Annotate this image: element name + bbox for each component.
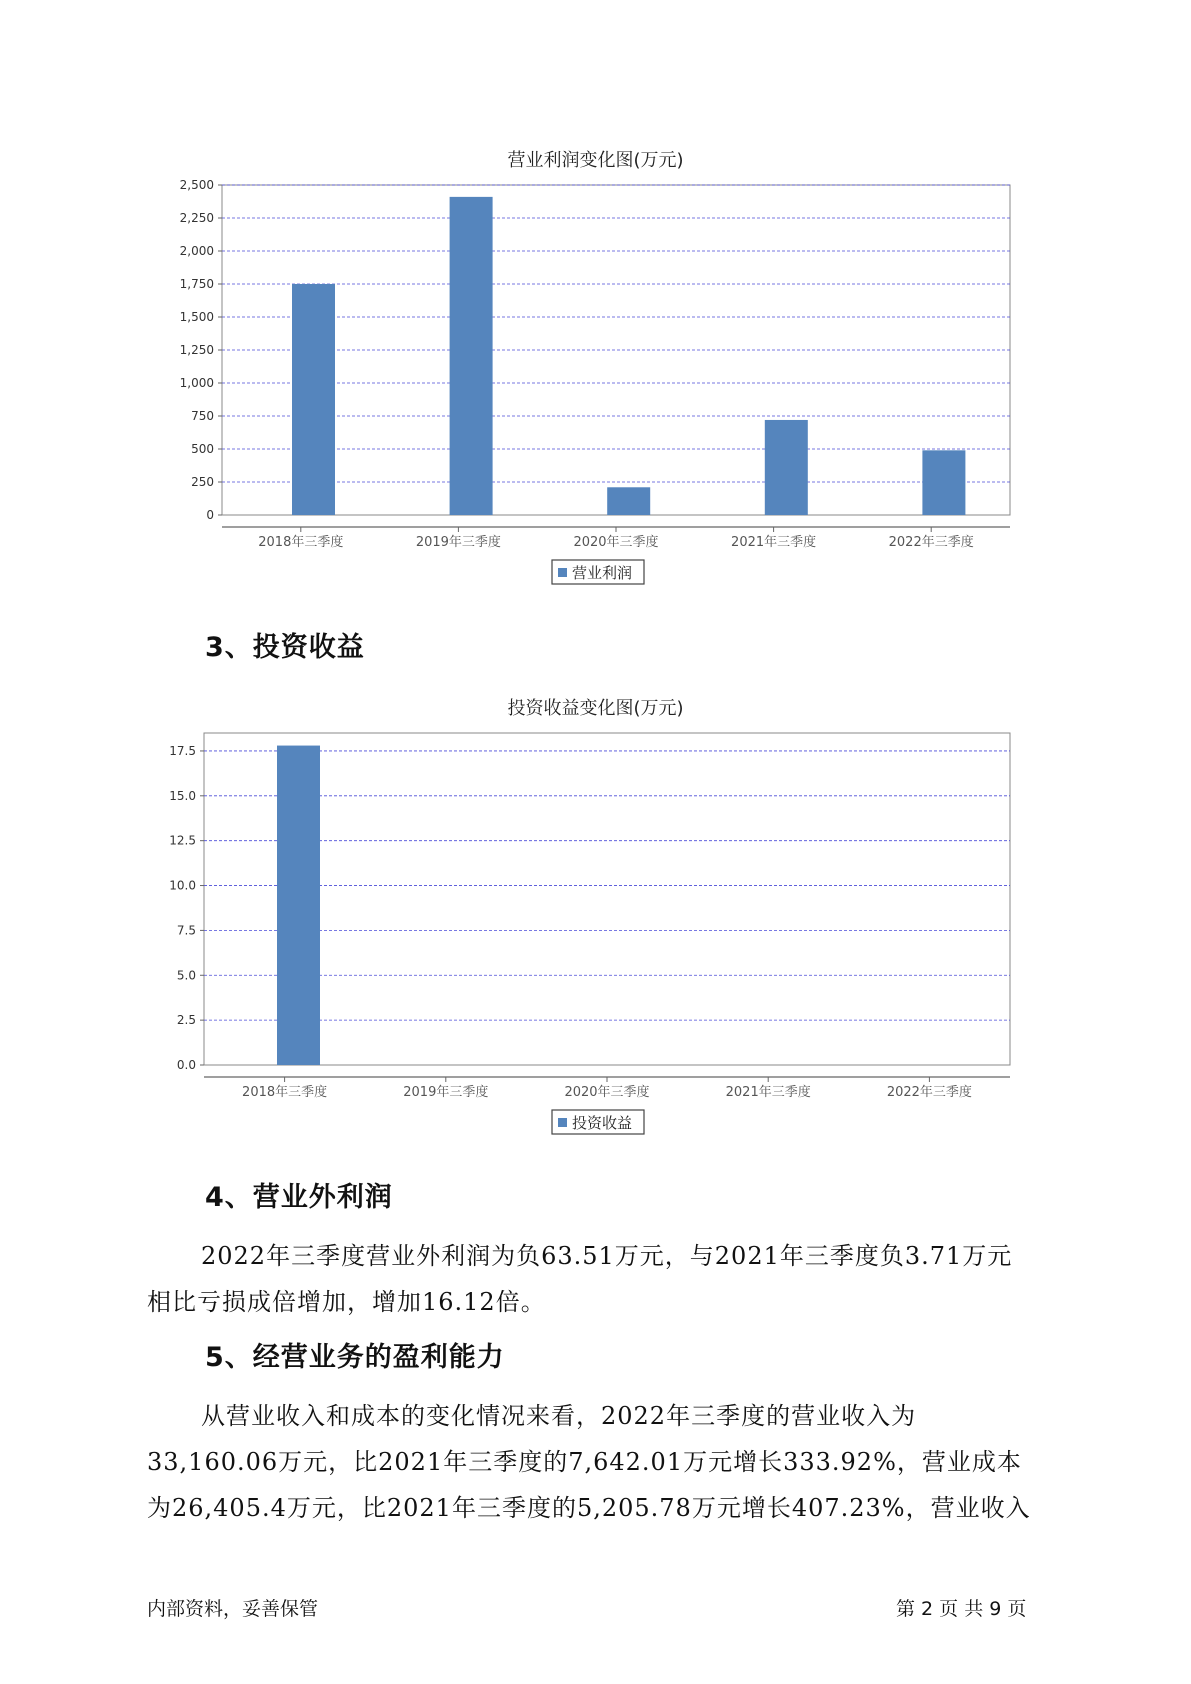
- x-tick-label: 2021年三季度: [731, 535, 817, 550]
- paragraph-line: 从营业收入和成本的变化情况来看，2022年三季度的营业收入为: [201, 1402, 917, 1430]
- x-tick-label: 2021年三季度: [725, 1085, 811, 1100]
- y-tick-label: 1,000: [179, 376, 214, 390]
- bar: [292, 284, 335, 515]
- plot-area: [222, 185, 1010, 515]
- x-tick-label: 2019年三季度: [415, 535, 501, 550]
- bar: [607, 487, 650, 515]
- y-tick-label: 500: [191, 442, 214, 456]
- y-tick-label: 12.5: [169, 833, 196, 848]
- bar: [922, 450, 965, 515]
- section-heading-profitability: 5、经营业务的盈利能力: [205, 1342, 505, 1373]
- y-tick-label: 0.0: [176, 1058, 196, 1072]
- y-tick-label: 2,250: [179, 211, 214, 225]
- y-tick-label: 15.0: [169, 788, 196, 803]
- legend-label: 营业利润: [572, 564, 633, 582]
- bar: [765, 420, 808, 515]
- paragraph-profitability: [147, 1393, 1067, 1531]
- legend-label: 投资收益: [572, 1114, 633, 1132]
- legend-swatch: [558, 1118, 567, 1127]
- y-tick-label: 7.5: [176, 923, 196, 938]
- x-tick-label: 2019年三季度: [403, 1085, 489, 1100]
- chart-1-title: 营业利润变化图(万元): [507, 150, 684, 171]
- x-tick-label: 2020年三季度: [573, 535, 659, 550]
- x-tick-label: 2022年三季度: [888, 535, 974, 550]
- y-tick-label: 2.5: [176, 1013, 196, 1028]
- y-tick-label: 1,250: [179, 343, 214, 357]
- plot-area: [204, 733, 1010, 1065]
- footer-page-number: 第 2 页 共 9 页: [896, 1598, 1027, 1620]
- y-tick-label: 0: [206, 508, 214, 522]
- x-tick-label: 2018年三季度: [242, 1085, 328, 1100]
- footer-left: 内部资料，妥善保管: [147, 1598, 319, 1620]
- chart-2-title: 投资收益变化图(万元): [507, 698, 684, 719]
- y-tick-label: 1,750: [179, 277, 214, 291]
- x-tick-label: 2020年三季度: [564, 1085, 650, 1100]
- section-heading-investment-income: 3、投资收益: [205, 632, 365, 663]
- paragraph-line: 相比亏损成倍增加，增加16.12倍。: [147, 1288, 546, 1316]
- y-tick-label: 10.0: [169, 878, 196, 893]
- paragraph-non-operating-profit: [147, 1233, 1067, 1325]
- legend-swatch: [558, 568, 567, 577]
- paragraph-line: 2022年三季度营业外利润为负63.51万元，与2021年三季度负3.71万元: [201, 1242, 1013, 1270]
- y-tick-label: 250: [191, 475, 214, 489]
- section-heading-non-operating-profit: 4、营业外利润: [205, 1182, 393, 1213]
- bar: [450, 197, 493, 515]
- bar: [277, 746, 320, 1065]
- y-tick-label: 1,500: [179, 310, 214, 324]
- y-tick-label: 750: [191, 409, 214, 423]
- investment-income-chart: [0, 725, 1191, 1145]
- y-tick-label: 2,500: [179, 178, 214, 192]
- paragraph-line: 为26,405.4万元，比2021年三季度的5,205.78万元增长407.23%，营业收入: [147, 1494, 1031, 1522]
- operating-profit-chart: [0, 175, 1191, 775]
- x-tick-label: 2018年三季度: [258, 535, 344, 550]
- x-tick-label: 2022年三季度: [886, 1085, 972, 1100]
- y-tick-label: 5.0: [176, 968, 196, 983]
- y-tick-label: 2,000: [179, 244, 214, 258]
- paragraph-line: 33,160.06万元，比2021年三季度的7,642.01万元增长333.92%，营业成本: [147, 1448, 1022, 1476]
- y-tick-label: 17.5: [169, 743, 196, 758]
